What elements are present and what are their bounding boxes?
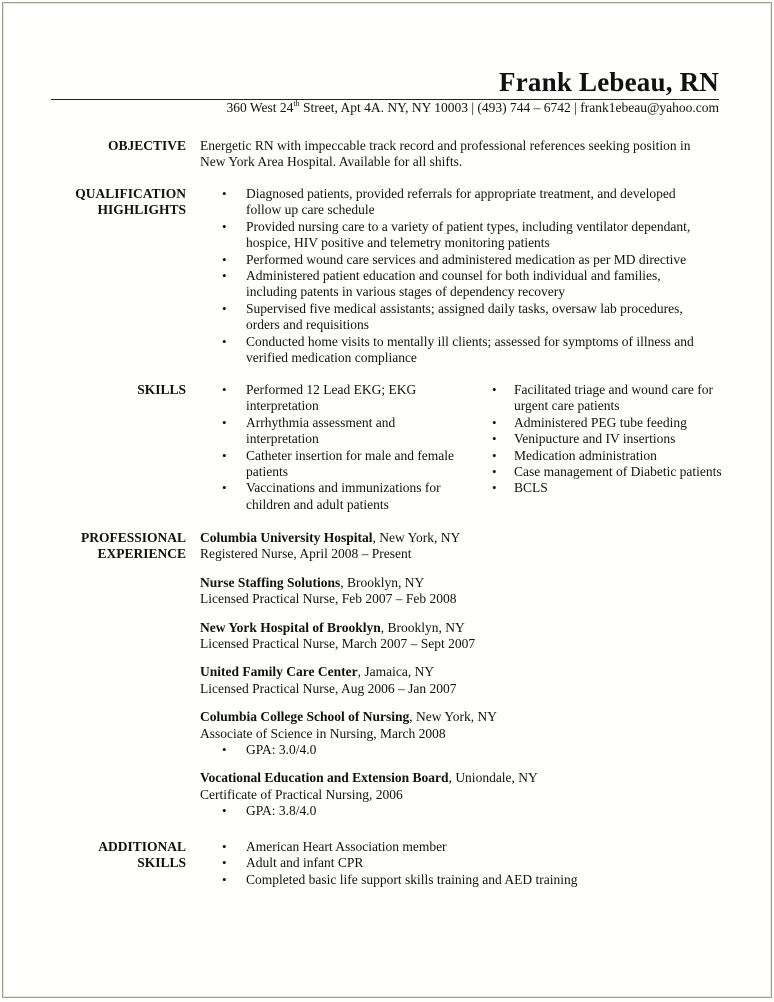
additional-skills-label: ADDITIONAL SKILLS	[98, 839, 186, 870]
job-entry	[200, 575, 720, 608]
skills-label: SKILLS	[137, 382, 186, 397]
school-location: , New York, NY	[409, 709, 498, 725]
contact-line	[226, 100, 719, 116]
list-item: • Administered PEG tube feeding	[492, 415, 724, 431]
skills-list-left	[200, 382, 460, 513]
list-item: • Catheter insertion for male and female patients	[200, 448, 460, 481]
list-item: • Facilitated triage and wound care for urgent care patients	[492, 382, 724, 415]
employer-location: , Brooklyn, NY	[380, 619, 465, 635]
employer-name: New York Hospital of Brooklyn	[200, 619, 381, 635]
address-rest: Street, Apt 4A. NY, NY 10003 | (493) 744 – 6742 | frank1ebeau@yahoo.com	[299, 100, 719, 115]
address-start: 360 West 24	[226, 100, 294, 115]
education-entry	[200, 770, 720, 819]
list-item: • Medication administration	[492, 448, 724, 464]
employer-location: , New York, NY	[372, 530, 461, 545]
list-item: • Completed basic life support skills training and AED training	[200, 872, 720, 888]
job-entry	[200, 620, 720, 653]
job-entry	[200, 530, 720, 563]
employer-location: , Brooklyn, NY	[340, 574, 425, 590]
employer-name: Nurse Staffing Solutions	[200, 574, 341, 590]
experience-label: PROFESSIONAL EXPERIENCE	[80, 530, 186, 561]
list-item: • Arrhythmia assessment and interpretation	[200, 415, 460, 448]
qualifications-label: QUALIFICATION HIGHLIGHTS	[75, 186, 186, 217]
gpa: • GPA: 3.8/4.0	[200, 803, 720, 819]
list-item: • Conducted home visits to mentally ill clients; assessed for symptoms of illness and verified medication compliance	[200, 334, 710, 367]
candidate-name: Frank Lebeau, RN	[499, 67, 719, 97]
degree: Certificate of Practical Nursing, 2006	[200, 786, 403, 802]
additional-skills-list	[200, 839, 720, 888]
school-location: , Uniondale, NY	[448, 770, 538, 786]
list-item: • Venipucture and IV insertions	[492, 431, 724, 447]
school-name: Vocational Education and Extension Board	[200, 770, 449, 786]
list-item: • Case management of Diabetic patients	[492, 464, 724, 480]
list-item: • Performed 12 Lead EKG; EKG interpretation	[200, 382, 460, 415]
qualifications-list	[200, 186, 710, 366]
job-role: Licensed Practical Nurse, Feb 2007 – Feb 2008	[200, 591, 457, 607]
job-entry	[200, 664, 720, 697]
resume-page	[2, 2, 772, 998]
employer-name: Columbia University Hospital	[200, 530, 373, 545]
employer-location: , Jamaica, NY	[357, 664, 435, 680]
employer-name: United Family Care Center	[200, 664, 358, 680]
education-entry	[200, 709, 720, 758]
job-role: Registered Nurse, April 2008 – Present	[200, 546, 412, 562]
school-name: Columbia College School of Nursing	[200, 709, 410, 725]
list-item: • Adult and infant CPR	[200, 855, 720, 871]
objective-text: Energetic RN with impeccable track record and professional references seeking position in New York Area Hospital. Available for all shifts.	[200, 138, 691, 170]
list-item: • Administered patient education and counsel for both individual and families, including patents in various stages of dependency recovery	[200, 268, 710, 301]
skills-list-right	[492, 382, 724, 497]
objective-label: OBJECTIVE	[107, 138, 186, 153]
list-item: • Vaccinations and immunizations for children and adult patients	[200, 480, 460, 513]
list-item: • Performed wound care services and administered medication as per MD directive	[200, 252, 710, 268]
list-item: • Supervised five medical assistants; assigned daily tasks, oversaw lab procedures, orders and requisitions	[200, 301, 710, 334]
list-item: • BCLS	[492, 480, 724, 496]
job-role: Licensed Practical Nurse, March 2007 – Sept 2007	[200, 636, 476, 652]
gpa: • GPA: 3.0/4.0	[200, 742, 720, 758]
address-ordinal: th	[293, 99, 300, 108]
degree: Associate of Science in Nursing, March 2008	[200, 725, 446, 741]
list-item: • Diagnosed patients, provided referrals for appropriate treatment, and developed follow up care schedule	[200, 186, 710, 219]
list-item: • American Heart Association member	[200, 839, 720, 855]
job-role: Licensed Practical Nurse, Aug 2006 – Jan 2007	[200, 680, 457, 696]
list-item: • Provided nursing care to a variety of patient types, including ventilator dependant, hospice, HIV positive and telemetry monitoring patients	[200, 219, 710, 252]
